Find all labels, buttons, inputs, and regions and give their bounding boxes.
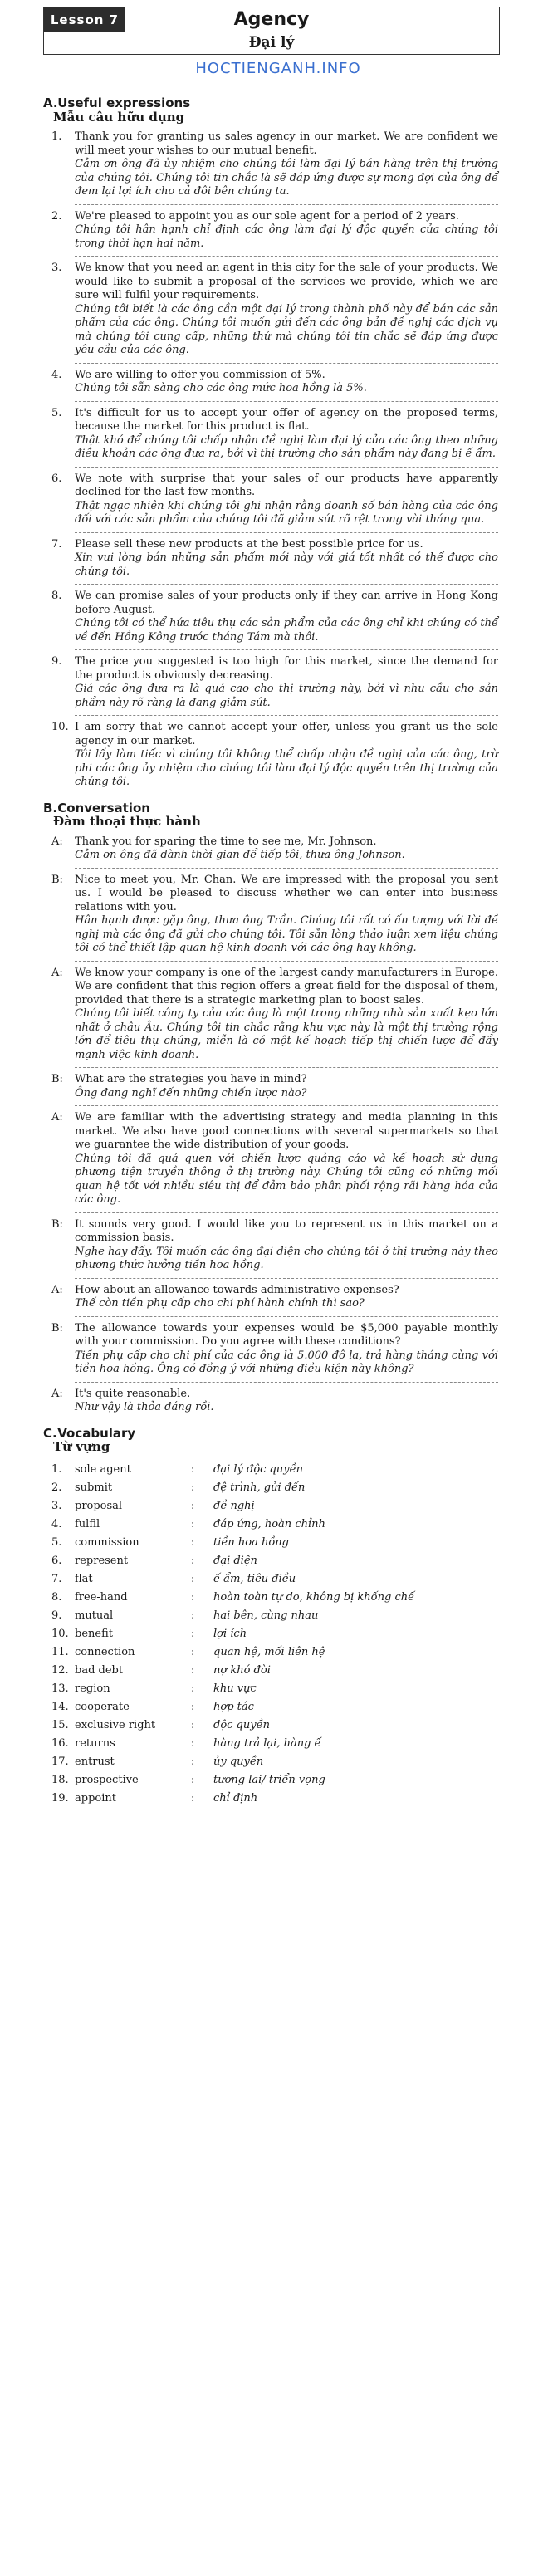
vietnamese-line: Ông đang nghĩ đến những chiến lược nào? <box>75 1086 307 1099</box>
vietnamese-translation: Thật khó để chúng tôi chấp nhận đề nghị làm đại lý của các ông theo những điều khoản các ông đưa ra, bởi vì thị trường cho sản phẩm này đang bị ế ẩm. <box>75 433 498 460</box>
vocab-row <box>43 1717 498 1735</box>
english-sentence: I am sorry that we cannot accept your offer, unless you grant us the sole agency in our market. <box>75 721 498 747</box>
vocab-term: flat <box>75 1572 93 1585</box>
vocab-row <box>43 1534 498 1552</box>
english-sentence: The price you suggested is too high for this market, since the demand for the product is obviously decreasing. <box>75 655 498 682</box>
vocab-meaning: hai bên, cùng nhau <box>213 1609 319 1622</box>
item-divider <box>75 532 498 533</box>
vocab-row <box>43 1479 498 1497</box>
vocab-row <box>43 1698 498 1717</box>
vocab-row <box>43 1625 498 1643</box>
dialogue-line <box>43 1388 498 1415</box>
vocab-meaning: đệ trình, gửi đến <box>213 1481 306 1494</box>
item-number: 1. <box>51 130 62 143</box>
item-number: 2. <box>51 209 62 223</box>
section-c-subtitle: Từ vựng <box>53 1439 110 1454</box>
vocab-row <box>43 1643 498 1662</box>
vocab-meaning: đại diện <box>213 1554 257 1567</box>
vocab-number: 6. <box>51 1554 62 1567</box>
vietnamese-line: Tiền phụ cấp cho chi phí của các ông là 5.000 đô la, trả hàng tháng cùng với tiền hoa hồng. Ông có đồng ý với những điều kiện này không? <box>75 1349 498 1375</box>
english-sentence: We can promise sales of your products only if they can arrive in Hong Kong before August. <box>75 590 498 616</box>
vocab-number: 8. <box>51 1590 62 1604</box>
vietnamese-translation: Chúng tôi có thể hứa tiêu thụ các sản phẩm của các ông chỉ khi chúng có thể về đến Hồng Kông trước tháng Tám mà thôi. <box>75 617 498 644</box>
vocab-row <box>43 1771 498 1790</box>
vocab-meaning: hợp tác <box>213 1700 254 1713</box>
expression-item <box>43 721 498 790</box>
vocab-separator: : <box>191 1773 195 1786</box>
item-number: 4. <box>51 368 62 381</box>
vocab-row <box>43 1552 498 1570</box>
english-line: Thank you for sparing the time to see me, Mr. Johnson. <box>75 835 377 848</box>
vocab-separator: : <box>191 1535 195 1549</box>
expression-item <box>43 210 498 252</box>
page-subtitle: Đại lý <box>248 34 295 51</box>
vocab-meaning: khu vực <box>213 1682 257 1695</box>
section-b-subtitle: Đàm thoại thực hành <box>53 814 201 829</box>
expression-item <box>43 407 498 462</box>
page-title: Agency <box>233 9 310 30</box>
item-divider <box>75 584 498 585</box>
vocab-meaning: ế ẩm, tiêu điều <box>213 1572 296 1585</box>
dialogue-line <box>43 1322 498 1377</box>
vocab-separator: : <box>191 1499 195 1512</box>
vocab-number: 11. <box>51 1645 69 1658</box>
vocab-number: 14. <box>51 1700 69 1713</box>
vietnamese-line: Thế còn tiền phụ cấp cho chi phí hành chính thì sao? <box>75 1297 365 1310</box>
section-a-title: Useful expressions <box>57 95 191 110</box>
item-number: 5. <box>51 406 62 419</box>
vocab-row <box>43 1516 498 1534</box>
vocab-row <box>43 1461 498 1479</box>
item-number: 7. <box>51 537 62 551</box>
vocab-row <box>43 1570 498 1589</box>
vocab-number: 18. <box>51 1773 69 1786</box>
section-b-heading <box>43 801 498 815</box>
vietnamese-translation: Xin vui lòng bán những sản phẩm mới này với giá tốt nhất có thể được cho chúng tôi. <box>75 551 498 578</box>
vocab-separator: : <box>191 1481 195 1494</box>
item-divider <box>75 256 498 257</box>
vocab-number: 16. <box>51 1736 69 1750</box>
lesson-header <box>43 7 500 55</box>
vietnamese-line: Cảm ơn ông đã dành thời gian để tiếp tôi, thưa ông Johnson. <box>75 849 405 861</box>
vocab-number: 4. <box>51 1517 62 1530</box>
speaker-label: B: <box>51 1217 63 1231</box>
vocab-number: 5. <box>51 1535 62 1549</box>
vocab-number: 7. <box>51 1572 62 1585</box>
vocab-term: free-hand <box>75 1590 128 1604</box>
vocab-meaning: ủy quyền <box>213 1755 264 1768</box>
line-divider <box>75 1382 498 1383</box>
line-divider <box>75 961 498 962</box>
vietnamese-translation: Chúng tôi biết là các ông cần một đại lý trong thành phố này để bán các sản phẩm của các ông. Chúng tôi muốn gửi đến các ông bản đề nghị các dịch vụ mà chúng tôi cung cấp, những thứ mà chúng tôi tin chắc sẽ đáp ứng được yêu cầu của các ông. <box>75 302 498 356</box>
english-line: The allowance towards your expenses would be $5,000 payable monthly with your commission. Do you agree with these conditions? <box>75 1321 498 1348</box>
expression-item <box>43 130 498 199</box>
vocab-row <box>43 1589 498 1607</box>
vocab-term: benefit <box>75 1627 113 1640</box>
english-line: We are familiar with the advertising strategy and media planning in this market. We also have good connections with several supermarkets so that we guarantee the wide distribution of your goods. <box>75 1111 498 1151</box>
item-number: 10. <box>51 721 69 733</box>
lesson-body <box>43 90 498 1808</box>
section-c-title: Vocabulary <box>57 1425 136 1441</box>
vocab-separator: : <box>191 1755 195 1768</box>
vietnamese-translation: Tôi lấy làm tiếc vì chúng tôi không thể chấp nhận đề nghị của các ông, trừ phi các ông ủy nhiệm cho chúng tôi làm đại lý độc quyền trên thị trường của chúng tôi. <box>75 748 498 788</box>
vocab-number: 12. <box>51 1663 69 1677</box>
vocab-separator: : <box>191 1462 195 1476</box>
section-a-subtitle: Mẫu câu hữu dụng <box>53 109 185 125</box>
vietnamese-line: Chúng tôi biết công ty của các ông là một trong những nhà sản xuất kẹo lớn nhất ở châu Âu. Chúng tôi tin chắc rằng khu vực này là một thị trường rộng lớn để tiêu thụ chúng, miễn là có một kế hoạch tiếp thị chiến lược để đẩy mạnh việc kinh doanh. <box>75 1007 498 1061</box>
line-divider <box>75 1212 498 1213</box>
vocab-separator: : <box>191 1627 195 1640</box>
vocab-term: prospective <box>75 1773 139 1786</box>
expression-item <box>43 590 498 644</box>
vocab-term: cooperate <box>75 1700 130 1713</box>
vietnamese-translation: Thật ngạc nhiên khi chúng tôi ghi nhận rằng doanh số bán hàng của các ông đối với các sản phẩm của chúng tôi đã giảm sút rõ rệt trong vài tháng qua. <box>75 499 498 526</box>
speaker-label: B: <box>51 873 63 886</box>
vietnamese-line: Nghe hay đấy. Tôi muốn các ông đại diện cho chúng tôi ở thị trường này theo phương thức hưởng tiền hoa hồng. <box>75 1245 498 1271</box>
vocab-term: represent <box>75 1554 129 1567</box>
vocab-term: submit <box>75 1481 113 1494</box>
vocab-meaning: đề nghị <box>213 1499 255 1512</box>
english-sentence: It's difficult for us to accept your offer of agency on the proposed terms, because the market for this product is flat. <box>75 406 498 433</box>
section-letter: B. <box>43 800 58 815</box>
section-letter: C. <box>43 1425 57 1441</box>
expression-item <box>43 538 498 580</box>
vietnamese-line: Hân hạnh được gặp ông, thưa ông Trần. Chúng tôi rất có ấn tượng với lời đề nghị mà các ông đã gửi cho chúng tôi. Tôi sẵn lòng thảo luận xem liệu chúng tôi có thể thiết lập quan hệ kinh doanh với các ông hay không. <box>75 914 498 954</box>
item-number: 9. <box>51 655 62 668</box>
english-line: How about an allowance towards administrative expenses? <box>75 1283 399 1296</box>
vietnamese-translation: Chúng tôi hân hạnh chỉ định các ông làm đại lý độc quyền của chúng tôi trong thời hạn hai năm. <box>75 223 498 250</box>
vocab-term: mutual <box>75 1609 114 1622</box>
speaker-label: A: <box>51 835 63 848</box>
lesson-number: Lesson 7 <box>44 7 125 32</box>
vocab-separator: : <box>191 1682 195 1695</box>
item-divider <box>75 715 498 716</box>
vietnamese-translation: Chúng tôi sẵn sàng cho các ông mức hoa hồng là 5%. <box>75 382 367 394</box>
conversation-list <box>43 835 498 1415</box>
vocab-separator: : <box>191 1517 195 1530</box>
vocab-number: 1. <box>51 1462 62 1476</box>
vocab-row <box>43 1680 498 1698</box>
vocab-number: 9. <box>51 1609 62 1622</box>
vocab-separator: : <box>191 1736 195 1750</box>
vocab-term: connection <box>75 1645 135 1658</box>
vocab-separator: : <box>191 1663 195 1677</box>
vocab-separator: : <box>191 1572 195 1585</box>
vocab-meaning: tiền hoa hồng <box>213 1535 289 1549</box>
english-sentence: We're pleased to appoint you as our sole agent for a period of 2 years. <box>75 209 459 223</box>
vietnamese-translation: Cảm ơn ông đã ủy nhiệm cho chúng tôi làm đại lý bán hàng trên thị trường của chúng tôi. Chúng tôi tin chắc là sẽ đáp ứng được sự mong đợi của ông để đem lại lợi ích cho cả đôi bên chúng ta. <box>75 158 498 198</box>
vocab-term: appoint <box>75 1791 116 1805</box>
dialogue-line <box>43 967 498 1063</box>
vocab-number: 19. <box>51 1791 69 1805</box>
vocab-separator: : <box>191 1554 195 1567</box>
vocab-meaning: chỉ định <box>213 1791 258 1805</box>
speaker-label: A: <box>51 966 63 979</box>
english-sentence: We note with surprise that your sales of our products have apparently declined for the last few months. <box>75 472 498 498</box>
vocab-number: 3. <box>51 1499 62 1512</box>
expression-item <box>43 655 498 710</box>
vocab-row <box>43 1735 498 1753</box>
section-a-heading <box>43 96 498 110</box>
vocab-separator: : <box>191 1590 195 1604</box>
dialogue-line <box>43 874 498 956</box>
vocab-meaning: hoàn toàn tự do, không bị khống chế <box>213 1590 415 1604</box>
english-line: We know your company is one of the largest candy manufacturers in Europe. We are confident that this region offers a great field for the disposal of them, provided that there is a strategic marketing plan to boost sales. <box>75 966 498 1006</box>
vocab-row <box>43 1753 498 1771</box>
vocab-term: exclusive right <box>75 1718 156 1731</box>
english-sentence: Thank you for granting us sales agency in our market. We are confident we will meet your wishes to our mutual benefit. <box>75 130 498 157</box>
expression-item <box>43 262 498 358</box>
vocab-meaning: quan hệ, mối liên hệ <box>213 1645 325 1658</box>
vocab-row <box>43 1790 498 1808</box>
vocab-separator: : <box>191 1645 195 1658</box>
vocab-number: 10. <box>51 1627 69 1640</box>
vocab-separator: : <box>191 1718 195 1731</box>
vocab-number: 17. <box>51 1755 69 1768</box>
vocab-number: 15. <box>51 1718 69 1731</box>
item-divider <box>75 467 498 468</box>
vocab-meaning: hàng trả lại, hàng ế <box>213 1736 321 1750</box>
english-line: It's quite reasonable. <box>75 1387 191 1400</box>
item-number: 8. <box>51 590 62 602</box>
vocab-row <box>43 1662 498 1680</box>
item-divider <box>75 401 498 402</box>
item-number: 6. <box>51 472 62 485</box>
speaker-label: B: <box>51 1321 63 1335</box>
speaker-label: A: <box>51 1283 63 1296</box>
vocab-row <box>43 1607 498 1625</box>
expression-item <box>43 369 498 396</box>
watermark-text: HOCTIENGANH.INFO <box>195 60 361 77</box>
vocab-term: sole agent <box>75 1462 131 1476</box>
expression-item <box>43 473 498 527</box>
vocab-row <box>43 1497 498 1516</box>
english-sentence: We know that you need an agent in this city for the sale of your products. We would like to submit a proposal of the services we provide, which we are sure will fulfil your requirements. <box>75 262 498 301</box>
dialogue-line <box>43 1111 498 1207</box>
speaker-label: A: <box>51 1111 63 1124</box>
section-c-heading <box>43 1427 498 1441</box>
english-sentence: Please sell these new products at the best possible price for us. <box>75 537 423 551</box>
vietnamese-line: Như vậy là thỏa đáng rồi. <box>75 1401 214 1413</box>
vietnamese-line: Chúng tôi đã quá quen với chiến lược quảng cáo và kế hoạch sử dụng phương tiện truyền thông ở thị trường này. Chúng tôi cũng có những mối quan hệ tốt với nhiều siêu thị để đảm bảo phân phối rộng rãi hàng hóa của các ông. <box>75 1152 498 1206</box>
section-b-title: Conversation <box>57 800 150 815</box>
speaker-label: B: <box>51 1073 63 1085</box>
english-line: It sounds very good. I would like you to represent us in this market on a commission basis. <box>75 1217 498 1244</box>
vocab-meaning: tương lai/ triển vọng <box>213 1773 325 1786</box>
dialogue-line <box>43 1218 498 1273</box>
line-divider <box>75 1067 498 1068</box>
english-line: What are the strategies you have in mind? <box>75 1073 307 1085</box>
vocab-meaning: nợ khó đòi <box>213 1663 271 1677</box>
vocab-term: fulfil <box>75 1517 100 1530</box>
vocab-meaning: đáp ứng, hoàn chỉnh <box>213 1517 325 1530</box>
english-sentence: We are willing to offer you commission of 5%. <box>75 368 325 381</box>
section-letter: A. <box>43 95 58 110</box>
item-divider <box>75 204 498 205</box>
vocab-term: entrust <box>75 1755 115 1768</box>
line-divider <box>75 868 498 869</box>
vocab-meaning: độc quyền <box>213 1718 270 1731</box>
vocab-meaning: lợi ích <box>213 1627 247 1640</box>
line-divider <box>75 1278 498 1279</box>
dialogue-line <box>43 835 498 863</box>
vietnamese-translation: Giá các ông đưa ra là quá cao cho thị trường này, bởi vì nhu cầu cho sản phẩm này rõ ràng là đang giảm sút. <box>75 683 498 709</box>
vocab-separator: : <box>191 1609 195 1622</box>
dialogue-line <box>43 1284 498 1311</box>
vocab-separator: : <box>191 1700 195 1713</box>
item-number: 3. <box>51 262 62 274</box>
english-line: Nice to meet you, Mr. Chan. We are impressed with the proposal you sent us. I would be pleased to discuss whether we can enter into business relations with you. <box>75 873 498 913</box>
vocab-separator: : <box>191 1791 195 1805</box>
dialogue-line <box>43 1073 498 1100</box>
vocab-term: commission <box>75 1535 139 1549</box>
vocab-number: 2. <box>51 1481 62 1494</box>
vocabulary-list <box>43 1461 498 1808</box>
line-divider <box>75 1105 498 1106</box>
vocab-term: proposal <box>75 1499 123 1512</box>
speaker-label: A: <box>51 1387 63 1400</box>
vocab-term: region <box>75 1682 110 1695</box>
item-divider <box>75 649 498 650</box>
vocab-term: returns <box>75 1736 115 1750</box>
vocab-meaning: đại lý độc quyền <box>213 1462 303 1476</box>
vocab-number: 13. <box>51 1682 69 1695</box>
expressions-list <box>43 130 498 790</box>
item-divider <box>75 363 498 364</box>
line-divider <box>75 1316 498 1317</box>
vocab-term: bad debt <box>75 1663 124 1677</box>
